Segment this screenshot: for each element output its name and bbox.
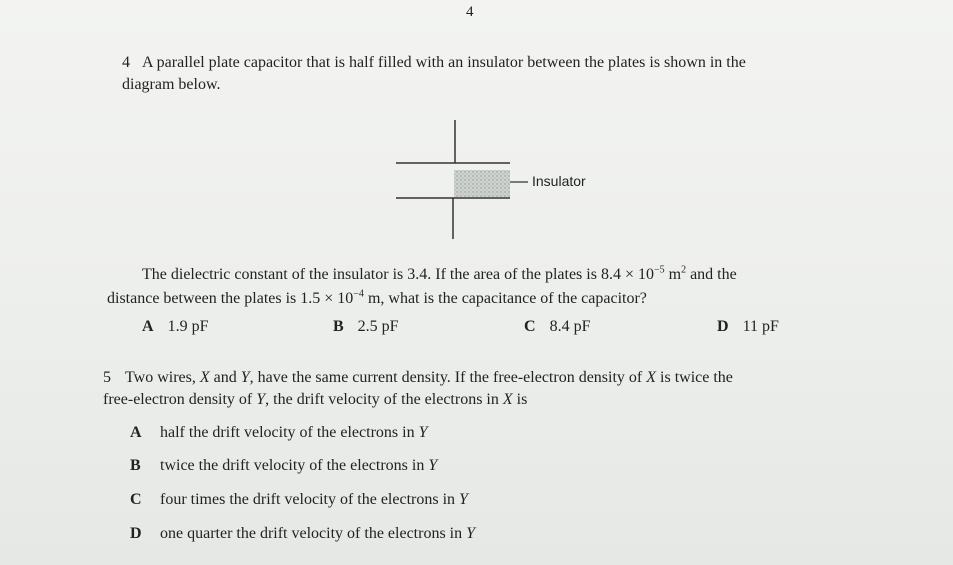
option-text: 8.4 pF	[549, 318, 591, 335]
option-var: Y	[418, 424, 428, 441]
body-2-text-a: distance between the plates is 1.5 × 10	[107, 290, 354, 307]
body-1-text-a: The dielectric constant of the insulator is 3.4. If the area of the plates is 8.4 × 10	[142, 266, 654, 283]
option-var: Y	[459, 491, 468, 508]
insulator-slab	[454, 170, 510, 197]
option-letter: D	[717, 318, 729, 335]
option-letter: B	[130, 457, 141, 474]
body-2-text-b: m, what is the capacitance of the capacitor?	[363, 290, 647, 307]
q5-var: Y	[240, 369, 250, 386]
question-5-stem-line-1	[103, 367, 733, 389]
question-4-stem-line-2: diagram below.	[122, 76, 221, 93]
body-1-text-c: and the	[686, 266, 737, 283]
insulator-label: Insulator	[532, 173, 586, 189]
question-4-option-d[interactable]	[717, 318, 779, 336]
option-text: one quarter the drift velocity of the electrons in	[160, 525, 467, 542]
question-5-option-c[interactable]	[130, 491, 468, 509]
question-5-option-a[interactable]	[130, 424, 427, 442]
question-4-option-a[interactable]	[142, 318, 208, 336]
q5-text: and	[209, 369, 241, 386]
option-letter: A	[130, 424, 142, 441]
option-var: Y	[466, 525, 476, 542]
option-text: twice the drift velocity of the electrons in	[160, 457, 429, 474]
option-letter: D	[130, 525, 142, 542]
q5-text: is twice the	[656, 369, 733, 386]
q5-text: Two wires,	[125, 369, 200, 386]
option-letter: B	[333, 318, 344, 335]
q5-text: , the drift velocity of the electrons in	[265, 391, 503, 408]
option-letter: C	[524, 318, 536, 335]
option-text: 2.5 pF	[357, 318, 399, 335]
question-5-number: 5	[103, 369, 111, 386]
option-text: half the drift velocity of the electrons in	[160, 424, 419, 441]
question-5-stem-line-2	[103, 389, 527, 411]
page-number: 4	[466, 4, 474, 20]
option-var: Y	[428, 457, 438, 474]
question-4-number: 4	[122, 54, 130, 71]
body-1-exponent-2: 2	[681, 264, 687, 276]
option-text: 11 pF	[742, 318, 779, 335]
question-4-option-b[interactable]	[333, 318, 399, 336]
option-text: 1.9 pF	[167, 318, 209, 335]
question-5-option-b[interactable]	[130, 457, 437, 475]
q5-text: , have the same current density. If the free-electron density of	[249, 369, 647, 386]
question-4-stem-text-1: A parallel plate capacitor that is half filled with an insulator between the plates is shown in the	[142, 54, 746, 71]
q5-text: free-electron density of	[103, 391, 257, 408]
body-2-exponent: −4	[353, 288, 364, 300]
q5-text: is	[512, 391, 528, 408]
question-4-body-line-2	[107, 288, 647, 310]
body-1-text-b: m	[664, 266, 682, 283]
body-1-exponent-1: −5	[653, 264, 665, 276]
q5-var: X	[646, 369, 657, 386]
question-4-stem-line-1	[122, 52, 746, 74]
option-text: four times the drift velocity of the electrons in	[160, 491, 460, 508]
option-letter: C	[130, 491, 142, 508]
q5-var: X	[502, 391, 513, 408]
q5-var: X	[199, 369, 210, 386]
question-5-option-d[interactable]	[130, 525, 475, 543]
question-4-option-c[interactable]	[524, 318, 590, 336]
q5-var: Y	[256, 391, 266, 408]
question-4-body-line-1	[142, 264, 737, 286]
option-letter: A	[142, 318, 154, 335]
